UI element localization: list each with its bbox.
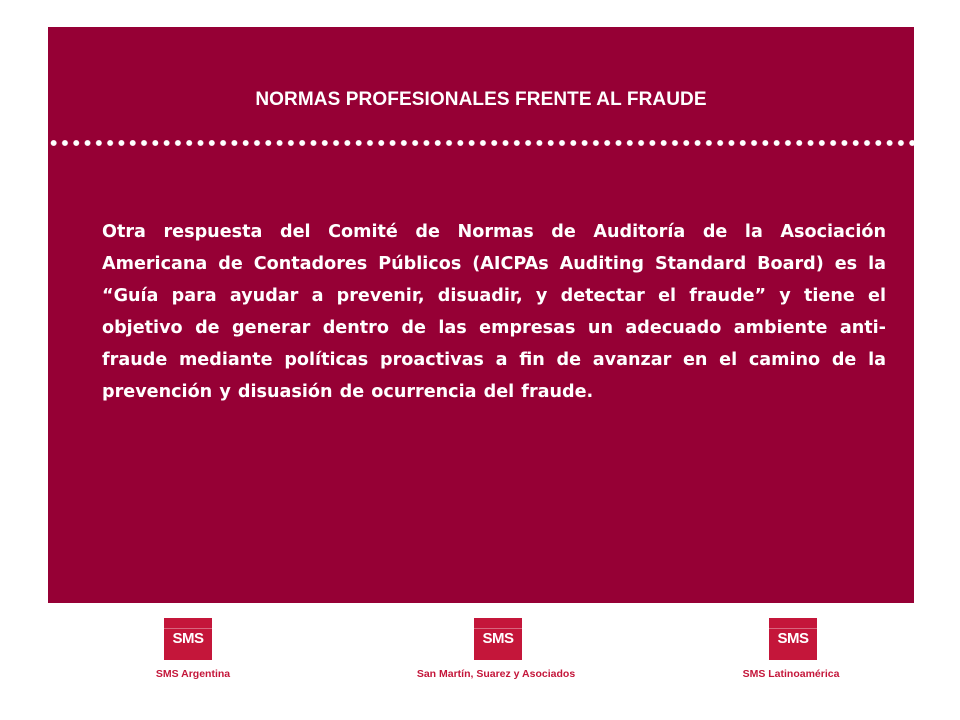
sms-logo-mark: SMS [769, 618, 817, 660]
content-panel [48, 27, 914, 603]
sms-logo-mark: SMS [164, 618, 212, 660]
dotted-divider [48, 140, 914, 146]
logo-sms-argentina [83, 618, 303, 688]
logo-caption: SMS Latinoamérica [742, 668, 840, 680]
body-paragraph: Otra respuesta del Comité de Normas de Auditoría de la Asociación Americana de Contadores Públicos (AICPAs Auditing Standard Board) es la “Guía para ayudar a prevenir, disuadir, y detectar el fraude” y tiene el objetivo de generar dentro de las empresas un adecuado ambiente anti-fraude mediante políticas proactivas a fin de avanzar en el camino de la prevención y disuasión de ocurrencia del fraude. [102, 222, 886, 402]
logo-sms-latinoamerica [681, 618, 901, 688]
sms-logo-mark: SMS [474, 618, 522, 660]
logo-caption: San Martín, Suarez y Asociados [416, 668, 576, 680]
slide-title: NORMAS PROFESIONALES FRENTE AL FRAUDE [255, 89, 707, 110]
logo-san-martin-suarez [386, 618, 606, 688]
logo-caption: SMS Argentina [155, 668, 231, 680]
